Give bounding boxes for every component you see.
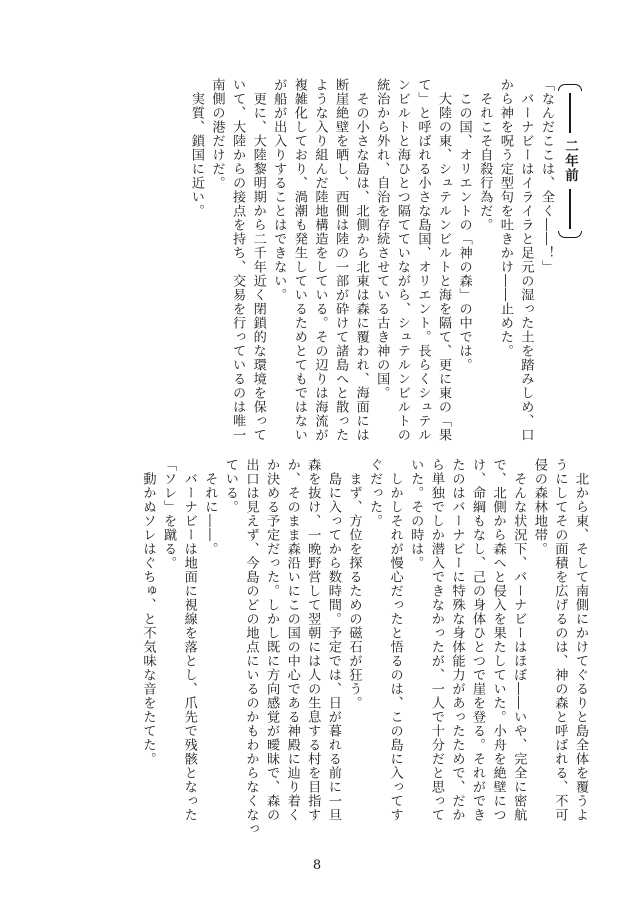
text-line: 南側の港だけだ。 — [209, 78, 225, 190]
text-line: まず、方位を探るための磁石が狂う。 — [346, 458, 362, 710]
text-line: が船が出入りすることはできない。 — [271, 78, 287, 302]
text-line: か、そのまま森沿いにこの国の中心である神殿に辿り着く — [284, 458, 300, 822]
heading-rule-bottom — [569, 189, 570, 229]
text-line: 統治から外れ、自治を存続させている古き神の国。 — [374, 78, 390, 400]
chapter-heading — [558, 84, 582, 238]
heading-bracket-top — [558, 84, 582, 91]
page-number: 8 — [312, 858, 322, 873]
text-line: て」と呼ばれる小さな島国、オリエント。長らくシュテル — [415, 78, 431, 442]
text-line: で、北側から森へと侵入を果たしていた。小舟を絶壁につ — [490, 458, 506, 822]
heading-rule-top — [569, 93, 570, 133]
text-line: 「ソレ」を蹴る。 — [161, 458, 177, 570]
text-line: たのはバーナビーに特殊な身体能力があったためで、だか — [449, 458, 465, 822]
text-line: しかしそれが慢心だったと悟るのは、この島に入ってす — [387, 458, 403, 822]
text-line: 侵の森林地帯。 — [531, 458, 547, 556]
text-line: け、命綱もなし、己の身体ひとつで崖を登る。それができ — [470, 458, 486, 822]
text-line: か決める予定だった。しかし既に方向感覚が曖昧で、森の — [264, 458, 280, 822]
text-line: 出口は見えず、今島のどの地点にいるのかもわからなくなっ — [243, 458, 259, 836]
text-line: そんな状況下、バーナビーはほぼ――いや、完全に密航 — [511, 458, 527, 822]
chapter-title: 二年前 — [562, 139, 578, 183]
text-line: 複雑化しており、渦潮も発生しているためとてもではない — [291, 78, 307, 442]
text-line: ような入り組んだ陸地構造をしている。その辺りは海流が — [312, 78, 328, 442]
text-line: ている。 — [222, 458, 238, 514]
text-line: 断崖絶壁を晒し、西側は陸の一部が砕けて諸島へと散った — [333, 78, 349, 442]
text-line: バーナビーはイライラと足元の湿った土を踏みしめ、口 — [518, 78, 534, 442]
text-line: 森を抜け、一晩野営して翌朝には人の生息する村を目指す — [305, 458, 321, 822]
text-line: その小さな島は、北側から北東は森に覆われ、海面には — [353, 78, 369, 442]
text-line: ら単独でしか潜入できなかったが、一人で十分だと思って — [428, 458, 444, 822]
heading-bracket-bottom — [558, 231, 582, 238]
text-line: 北から東、そして南側にかけてぐるりと島全体を覆うよ — [573, 458, 588, 822]
text-line: うにしてその面積を広げるのは、神の森と呼ばれる、不可 — [552, 458, 568, 822]
text-line: それに――。 — [202, 458, 218, 556]
text-line: 大陸の東、シュテルンビルトと海を隔て、更に東の「果 — [436, 78, 452, 442]
text-line: バーナビーは地面に視線を落とし、爪先で残骸となった — [181, 458, 197, 822]
text-line: ぐだった。 — [367, 458, 383, 528]
text-line: 更に、大陸黎明期から二千年近く閉鎖的な環境を保って — [250, 78, 266, 442]
upper-text-block — [185, 78, 556, 443]
lower-text-block — [137, 458, 590, 836]
text-line: いた。その時は。 — [408, 458, 424, 570]
text-line: ンビルトと海ひとつ隔てていながら、シュテルンビルトの — [394, 78, 410, 442]
text-line: この国、オリエントの「神の森」の中では。 — [456, 78, 472, 372]
text-line: それこそ自殺行為だ。 — [477, 78, 493, 232]
text-line: いて、大陸からの接点を持ち、交易を行っているのは唯一 — [230, 78, 246, 442]
text-line: 動かぬソレはぐちゅ、と不気味な音をたてた。 — [140, 458, 156, 766]
text-line: 島に入ってから数時間。予定では、日が暮れる前に一旦 — [325, 458, 341, 822]
text-line: 「なんだここは、全く――！」 — [539, 78, 554, 274]
text-line: から神を呪う定型句を吐きかけ――止めた。 — [497, 78, 513, 358]
text-line: 実質、鎖国に近い。 — [188, 78, 204, 218]
